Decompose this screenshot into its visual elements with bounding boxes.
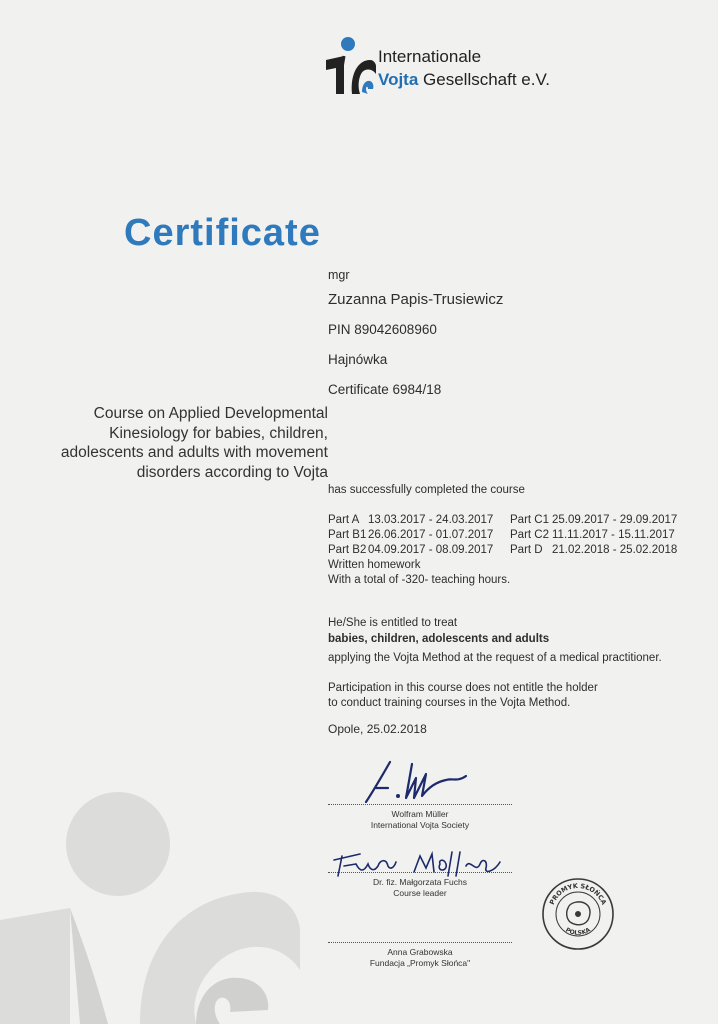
organization-name-line2 (378, 70, 550, 90)
part-dates: 25.09.2017 - 29.09.2017 (552, 514, 678, 526)
signature-1-icon (362, 758, 472, 806)
signatory-role: Fundacja „Promyk Słońca" (369, 958, 471, 968)
watermark-logo-icon (0, 780, 300, 1024)
parts-row (328, 543, 677, 558)
course-title-line: adolescents and adults with movement (60, 444, 328, 461)
homework-text: Written homework (328, 559, 421, 571)
entitlement-groups: babies, children, adolescents and adults (328, 633, 550, 645)
holder-prefix: mgr (328, 268, 350, 282)
course-title (28, 404, 328, 482)
parts-row (328, 528, 677, 543)
place-date: Opole, 25.02.2018 (328, 722, 427, 736)
holder-name: Zuzanna Papis-Trusiewicz (328, 291, 504, 308)
course-title-line: disorders according to Vojta (136, 463, 328, 481)
signatory-name: Wolfram Müller (391, 809, 449, 819)
signatory-role: Course leader (393, 888, 447, 898)
signature-2-icon (330, 846, 510, 880)
part-dates: 13.03.2017 - 24.03.2017 (368, 514, 494, 526)
signatory-role: International Vojta Society (370, 820, 470, 830)
signature-line (328, 942, 512, 943)
signatory-1 (328, 809, 512, 831)
signatory-2 (328, 877, 512, 899)
organization-brand: Vojta (378, 70, 419, 89)
stamp-top-text: PROMYK SŁOŃCA (548, 881, 608, 906)
entitlement-intro: He/She is entitled to treat (328, 617, 458, 629)
vojta-logo-icon (324, 34, 376, 98)
svg-text:POLSKA (564, 926, 592, 937)
signature-line (328, 804, 512, 805)
part-label: Part A (328, 514, 360, 526)
organization-name-line1: Internationale (378, 47, 482, 66)
promyk-slonca-stamp-icon (540, 876, 616, 952)
disclaimer-line2: to conduct training courses in the Vojta Method. (328, 697, 571, 709)
part-label: Part B1 (328, 529, 367, 541)
certificate-number: Certificate 6984/18 (328, 382, 442, 397)
part-label: Part C2 (510, 529, 549, 541)
course-title-line: Course on Applied Developmental (93, 405, 328, 422)
part-label: Part D (510, 544, 543, 556)
signature-line (328, 872, 512, 873)
total-hours: With a total of -320- teaching hours. (328, 574, 511, 586)
holder-city: Hajnówka (328, 352, 388, 367)
disclaimer-line1: Participation in this course does not entitle the holder (328, 682, 598, 694)
course-title-line: Kinesiology for babies, children, (109, 424, 328, 442)
signatory-name: Dr. fiz. Małgorzata Fuchs (372, 877, 467, 887)
signatory-name: Anna Grabowska (387, 947, 453, 957)
part-dates: 21.02.2018 - 25.02.2018 (552, 544, 678, 556)
course-parts (328, 513, 677, 588)
part-label: Part C1 (510, 514, 549, 526)
part-label: Part B2 (328, 544, 367, 556)
part-dates: 26.06.2017 - 01.07.2017 (368, 529, 494, 541)
part-dates: 11.11.2017 - 15.11.2017 (552, 529, 675, 541)
stamp-bottom-text: POLSKA (564, 926, 592, 937)
entitlement-method: applying the Vojta Method at the request of a medical practitioner. (328, 652, 662, 664)
organization-name-rest: Gesellschaft e.V. (418, 70, 550, 89)
signatory-3 (328, 947, 512, 969)
part-dates: 04.09.2017 - 08.09.2017 (368, 544, 494, 556)
certificate-title: Certificate (124, 212, 321, 254)
holder-pin: PIN 89042608960 (328, 322, 437, 337)
completed-text: has successfully completed the course (328, 484, 525, 496)
parts-row (328, 513, 677, 528)
